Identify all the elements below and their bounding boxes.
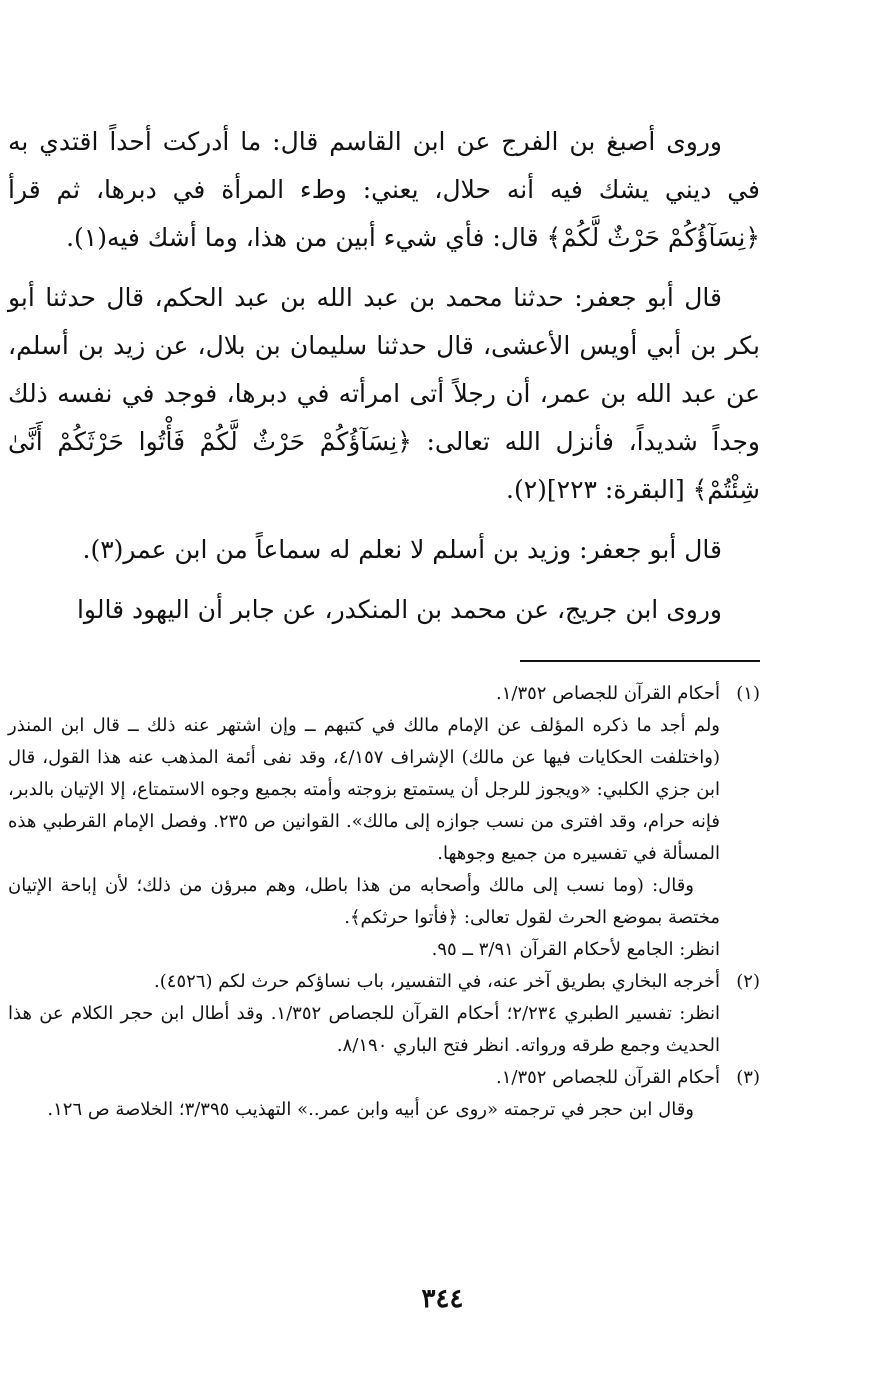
footnote-number: (١) (736, 683, 760, 704)
footnotes (8, 678, 760, 1126)
footnote-separator (520, 660, 760, 662)
body-paragraph-3: قال أبو جعفر: وزيد بن أسلم لا نعلم له سماعاً من ابن عمر(٣). (82, 535, 722, 564)
footnote-text: أخرجه البخاري بطريق آخر عنه، في التفسير، باب نساؤكم حرث لكم (٤٥٢٦). (154, 971, 720, 992)
page-number: ٣٤٤ (421, 1284, 464, 1314)
main-text (8, 118, 760, 646)
footnote-3-commentary: وقال ابن حجر في ترجمته «روى عن أبيه وابن عمر..» التهذيب ٣/٣٩٥؛ الخلاصة ص ١٢٦. (47, 1099, 694, 1120)
footnote-2-reference: انظر: تفسير الطبري ٢/٢٣٤؛ أحكام القرآن للجصاص ١/٣٥٢. وقد أطال ابن حجر الكلام عن هذا الحديث وجمع طرقه ورواته. انظر فتح الباري ٨/١٩٠. (8, 1003, 720, 1056)
footnote-3 (8, 1062, 760, 1094)
footnote-1-commentary: ولم أجد ما ذكره المؤلف عن الإمام مالك في كتبهم ــ وإن اشتهر عنه ذلك ــ قال ابن المنذر (واختلفت الحكايات فيها عن مالك) الإشراف ٤/١٥٧، وقد نفى أئمة المذهب عنه هذا القول، قال ابن جزي الكلبي: «ويجوز للرجل أن يستمتع بزوجته وأمته بجميع وجوه الاستمتاع، إلا الإتيان بالدبر، فإنه حرام، وقد افترى من نسب جوازه إلى مالك». القوانين ص ٢٣٥. وفصل الإمام القرطبي هذه المسألة في تفسيره من جميع وجوهها. (8, 715, 720, 864)
footnote-text: أحكام القرآن للجصاص ١/٣٥٢. (495, 1067, 720, 1088)
body-paragraph-1: وروى أصبغ بن الفرج عن ابن القاسم قال: ما أدركت أحداً اقتدي به في ديني يشك فيه أنه حلال، يعني: وطء المرأة في دبرها، ثم قرأ ﴿نِسَآؤُكُمْ حَرْثٌ لَّكُمْ﴾ قال: فأي شيء أبين من هذا، وما أشك فيه(١). (8, 127, 760, 252)
footnote-2 (8, 966, 760, 998)
body-paragraph-2: قال أبو جعفر: حدثنا محمد بن عبد الله بن عبد الحكم، قال حدثنا أبو بكر بن أبي أويس الأعشى، قال حدثنا سليمان بن بلال، عن زيد بن أسلم، عن عبد الله بن عمر، أن رجلاً أتى امرأته في دبرها، فوجد في نفسه ذلك وجداً شديداً، فأنزل الله تعالى: ﴿نِسَآؤُكُمْ حَرْثٌ لَّكُمْ فَأْتُوا حَرْثَكُمْ أَنَّىٰ شِئْتُمْ﴾ [البقرة: ٢٢٣](٢). (8, 283, 760, 504)
footnote-1-reference: انظر: الجامع لأحكام القرآن ٣/٩١ ــ ٩٥. (431, 939, 720, 960)
footnote-text: أحكام القرآن للجصاص ١/٣٥٢. (495, 683, 720, 704)
footnote-number: (٣) (736, 1067, 760, 1088)
footnote-number: (٢) (736, 971, 760, 992)
footnote-1-quote: وقال: (وما نسب إلى مالك وأصحابه من هذا باطل، وهم مبرؤن من ذلك؛ لأن إباحة الإتيان مختصة بموضع الحرث لقول تعالى: ﴿فأتوا حرثكم﴾. (8, 875, 720, 928)
footnote-1 (8, 678, 760, 710)
body-paragraph-4: وروى ابن جريج، عن محمد بن المنكدر، عن جابر أن اليهود قالوا (76, 595, 722, 624)
